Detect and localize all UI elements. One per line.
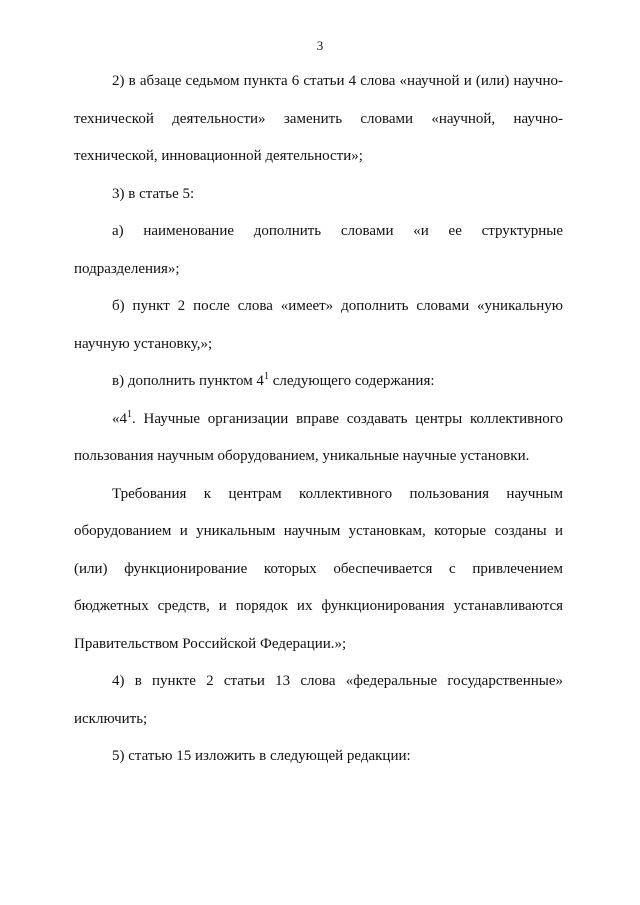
subitem-3v-suffix: следующего содержания: xyxy=(268,373,435,389)
subitem-3v-prefix: в) дополнить пунктом 4 xyxy=(112,373,264,389)
page-number: 3 xyxy=(316,38,324,53)
amendment-item-3: 3) в статье 5: xyxy=(112,185,195,202)
amendment-item-2: 2) в абзаце седьмом пункта 6 статьи 4 слова «научной и (или) научно-технической деятельности» заменить словами «научной, научно-технической, инновационной деятельности»; xyxy=(74,73,563,164)
quoted-clause-4-1 xyxy=(74,401,563,476)
quoted-requirements-paragraph: Требования к центрам коллективного пользования научным оборудованием и уникальным научным установкам, которые созданы и (или) функционирование которых обеспечивается с привлечением бюджетных средств, и порядок их функционирования устанавливаются Правительством Российской Федерации.»; xyxy=(74,485,563,652)
amendment-item-4: 4) в пункте 2 статьи 13 слова «федеральные государственные» исключить; xyxy=(74,673,563,727)
amendment-item-5: 5) статью 15 изложить в следующей редакции: xyxy=(112,748,411,764)
clause-4-1-prefix: «4 xyxy=(112,410,127,427)
amendment-subitem-3b: б) пункт 2 после слова «имеет» дополнить словами «уникальную научную установку,»; xyxy=(74,298,563,352)
amendment-subitem-3a: а) наименование дополнить словами «и ее структурные подразделения»; xyxy=(74,223,563,277)
amendment-subitem-3v xyxy=(74,363,563,401)
clause-4-1-text: . Научные организации вправе создавать центры коллективного пользования научным оборудованием, уникальные научные установки. xyxy=(74,410,563,464)
document-body xyxy=(74,63,563,776)
clause-4-1-superscript: 1 xyxy=(127,408,132,420)
subitem-3v-superscript: 1 xyxy=(263,371,269,382)
